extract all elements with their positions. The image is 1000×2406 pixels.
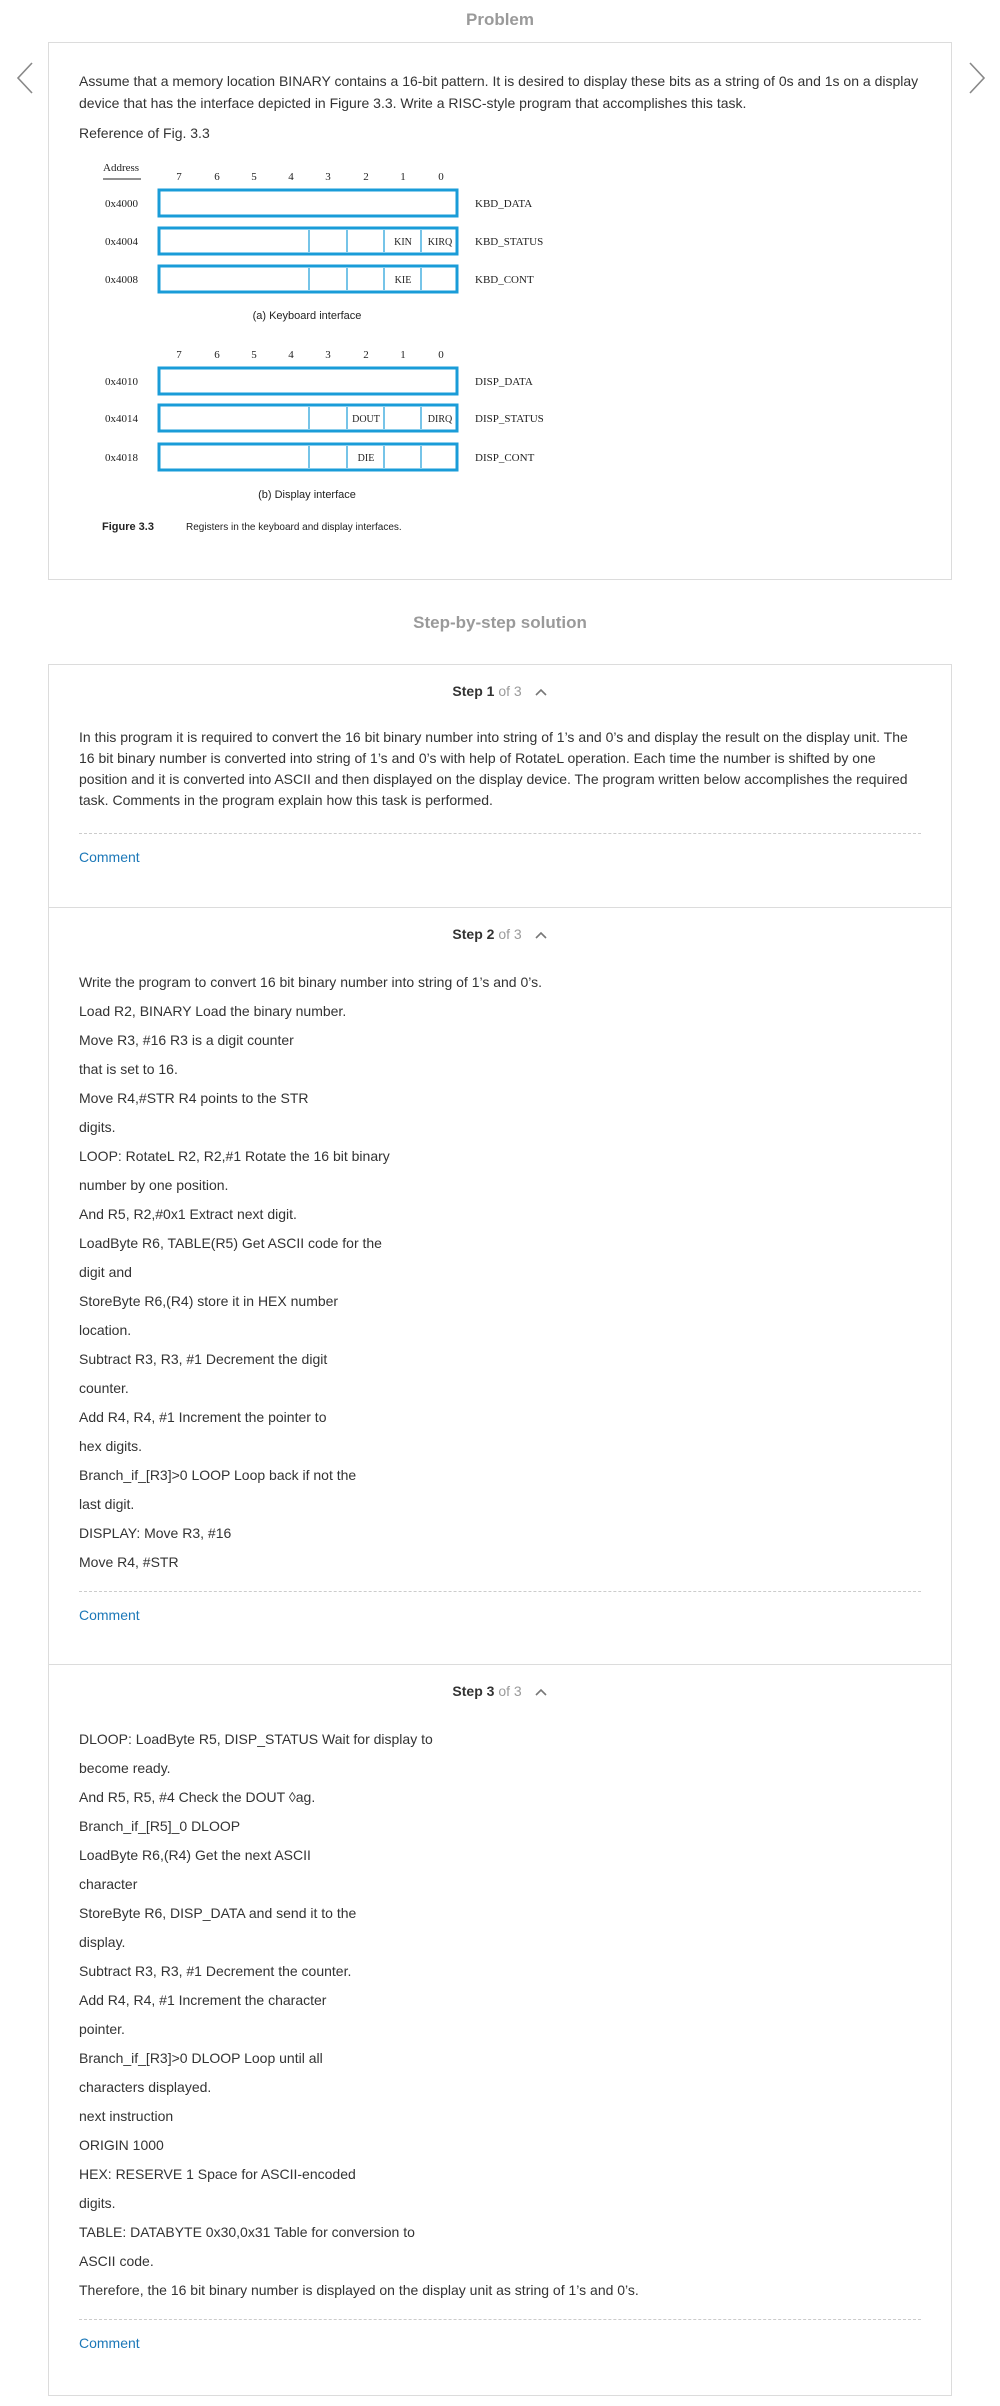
bit-label: KIN	[394, 237, 412, 248]
step-line: StoreByte R6, DISP_DATA and send it to the	[79, 1905, 357, 1921]
register-name: DISP_DATA	[475, 376, 533, 388]
register-address: 0x4008	[105, 274, 138, 286]
display-bit-numbers	[176, 349, 444, 361]
bit-number: 1	[400, 171, 406, 183]
register-box	[159, 190, 457, 216]
step-line: DLOOP: LoadByte R5, DISP_STATUS Wait for display to	[79, 1731, 433, 1747]
keyboard-bit-numbers	[176, 171, 444, 183]
step-header-1	[49, 683, 951, 700]
step-line: HEX: RESERVE 1 Space for ASCII-encoded	[79, 2166, 356, 2182]
problem-card	[48, 42, 952, 580]
chevron-up-icon	[534, 687, 548, 697]
register-figure	[49, 43, 953, 581]
bit-number: 2	[363, 171, 369, 183]
register-name: DISP_CONT	[475, 452, 535, 464]
display-registers	[105, 368, 544, 470]
register-address: 0x4010	[105, 376, 138, 388]
step-line: character	[79, 1876, 138, 1892]
step-line: And R5, R5, #4 Check the DOUT ◊ag.	[79, 1789, 316, 1805]
register-box	[159, 368, 457, 394]
comment-link[interactable]: Comment	[79, 849, 140, 865]
step-line: In this program it is required to convert the 16 bit binary number into string of 1’s and 0’s and display the result on the display unit. The 16 bit binary number is converted into string of 1’s and 0’s with help of RotateL operation. Each time the number is shifted by one position and it is converted into ASCII and then displayed on the display device. The program written below accomplishes the required task. Comments in the program explain how this task is performed.	[79, 729, 908, 808]
step-content-1	[79, 727, 923, 811]
register-name: KBD_CONT	[475, 274, 534, 286]
step-line: next instruction	[79, 2108, 174, 2124]
bit-number: 0	[438, 171, 444, 183]
step-line: Add R4, R4, #1 Increment the pointer to	[79, 1409, 327, 1425]
chevron-left-icon	[15, 61, 35, 95]
step-line: ORIGIN 1000	[79, 2137, 164, 2153]
step-line: Move R4, #STR	[79, 1554, 179, 1570]
register-address: 0x4018	[105, 452, 138, 464]
step-line: location.	[79, 1322, 132, 1338]
step-label: Step 3	[452, 1683, 495, 1699]
step-line: digit and	[79, 1264, 132, 1280]
step-line: ASCII code.	[79, 2253, 154, 2269]
step-card-3	[48, 1664, 952, 2396]
bit-number: 4	[288, 171, 294, 183]
step-line: become ready.	[79, 1760, 171, 1776]
step-line: pointer.	[79, 2021, 125, 2037]
register-address: 0x4000	[105, 198, 138, 210]
bit-number: 5	[251, 171, 257, 183]
problem-statement: Assume that a memory location BINARY contains a 16-bit pattern. It is desired to display these bits as a string of 0s and 1s on a display device that has the interface depicted in Figure 3.3. Write a RISC-style program that accomplishes this task.	[79, 73, 919, 111]
step-line: hex digits.	[79, 1438, 143, 1454]
step-count: of 3	[498, 926, 522, 942]
collapse-step-button[interactable]	[534, 927, 548, 943]
register-address: 0x4014	[105, 413, 138, 425]
step-line: display.	[79, 1934, 126, 1950]
step-line: Load R2, BINARY Load the binary number.	[79, 1003, 347, 1019]
step-count: of 3	[498, 683, 522, 699]
bit-number: 6	[214, 349, 220, 361]
bit-label: DIRQ	[427, 414, 453, 425]
register-box	[159, 228, 457, 254]
register-name: DISP_STATUS	[475, 413, 544, 425]
step-card-2	[48, 907, 952, 1665]
bit-number: 7	[176, 171, 182, 183]
bit-number: 4	[288, 349, 294, 361]
figure-reference: Reference of Fig. 3.3	[79, 125, 210, 141]
step-line: Write the program to convert 16 bit binary number into string of 1’s and 0’s.	[79, 974, 543, 990]
step-label: Step 2	[452, 926, 495, 942]
register-name: KBD_DATA	[475, 198, 533, 210]
step-header-3	[49, 1683, 951, 1700]
step-line: counter.	[79, 1380, 129, 1396]
bit-label: DIE	[357, 453, 375, 464]
step-line: LoadByte R6, TABLE(R5) Get ASCII code for the	[79, 1235, 382, 1251]
problem-heading: Problem	[465, 10, 535, 29]
step-line: Branch_if_[R3]>0 LOOP Loop back if not the	[79, 1467, 357, 1483]
step-line: characters displayed.	[79, 2079, 212, 2095]
address-header: Address	[103, 162, 140, 174]
step-card-1	[48, 664, 952, 908]
step-line: that is set to 16.	[79, 1061, 178, 1077]
step-line: Move R3, #16 R3 is a digit counter	[79, 1032, 294, 1048]
chevron-up-icon	[534, 1687, 548, 1697]
step-line: Move R4,#STR R4 points to the STR	[79, 1090, 309, 1106]
step-line: StoreByte R6,(R4) store it in HEX number	[79, 1293, 339, 1309]
bit-number: 5	[251, 349, 257, 361]
keyboard-caption: (a) Keyboard interface	[252, 310, 362, 322]
chevron-up-icon	[534, 930, 548, 940]
step-line: digits.	[79, 2195, 116, 2211]
step-line: And R5, R2,#0x1 Extract next digit.	[79, 1206, 297, 1222]
bit-number: 3	[325, 171, 331, 183]
chevron-right-icon	[967, 61, 987, 95]
comment-link[interactable]: Comment	[79, 1607, 140, 1623]
step-header-2	[49, 926, 951, 943]
bit-label: DOUT	[352, 414, 380, 425]
step-line: Subtract R3, R3, #1 Decrement the counter.	[79, 1963, 352, 1979]
register-box	[159, 266, 457, 292]
previous-button[interactable]	[10, 58, 40, 98]
solution-heading: Step-by-step solution	[413, 613, 587, 632]
bit-number: 6	[214, 171, 220, 183]
step-line: Branch_if_[R3]>0 DLOOP Loop until all	[79, 2050, 323, 2066]
comment-link[interactable]: Comment	[79, 2335, 140, 2351]
bit-number: 1	[400, 349, 406, 361]
step-line: number by one position.	[79, 1177, 229, 1193]
keyboard-registers	[105, 190, 543, 292]
step-line: LOOP: RotateL R2, R2,#1 Rotate the 16 bit binary	[79, 1148, 390, 1164]
step-line: Subtract R3, R3, #1 Decrement the digit	[79, 1351, 328, 1367]
bit-number: 3	[325, 349, 331, 361]
step-line: Branch_if_[R5]_0 DLOOP	[79, 1818, 241, 1834]
bit-number: 7	[176, 349, 182, 361]
register-name: KBD_STATUS	[475, 236, 544, 248]
bit-label: KIRQ	[427, 237, 453, 248]
step-line: Add R4, R4, #1 Increment the character	[79, 1992, 327, 2008]
register-box	[159, 405, 457, 431]
bit-label: KIE	[394, 275, 412, 286]
step-line: Therefore, the 16 bit binary number is displayed on the display unit as string of 1’s and 0’s.	[79, 2282, 639, 2298]
bit-number: 2	[363, 349, 369, 361]
step-content-2	[79, 968, 923, 1577]
step-content-3	[79, 1725, 923, 2305]
step-line: last digit.	[79, 1496, 135, 1512]
collapse-step-button[interactable]	[534, 684, 548, 700]
figure-label: Figure 3.3	[102, 521, 154, 533]
step-count: of 3	[498, 1683, 522, 1699]
step-line: digits.	[79, 1119, 116, 1135]
display-caption: (b) Display interface	[258, 489, 356, 501]
step-line: TABLE: DATABYTE 0x30,0x31 Table for conversion to	[79, 2224, 415, 2240]
bit-number: 0	[438, 349, 444, 361]
step-line: LoadByte R6,(R4) Get the next ASCII	[79, 1847, 311, 1863]
figure-caption: Registers in the keyboard and display interfaces.	[186, 522, 402, 533]
next-button[interactable]	[962, 58, 992, 98]
register-box	[159, 444, 457, 470]
collapse-step-button[interactable]	[534, 1684, 548, 1700]
step-line: DISPLAY: Move R3, #16	[79, 1525, 232, 1541]
register-address: 0x4004	[105, 236, 138, 248]
step-label: Step 1	[452, 683, 495, 699]
